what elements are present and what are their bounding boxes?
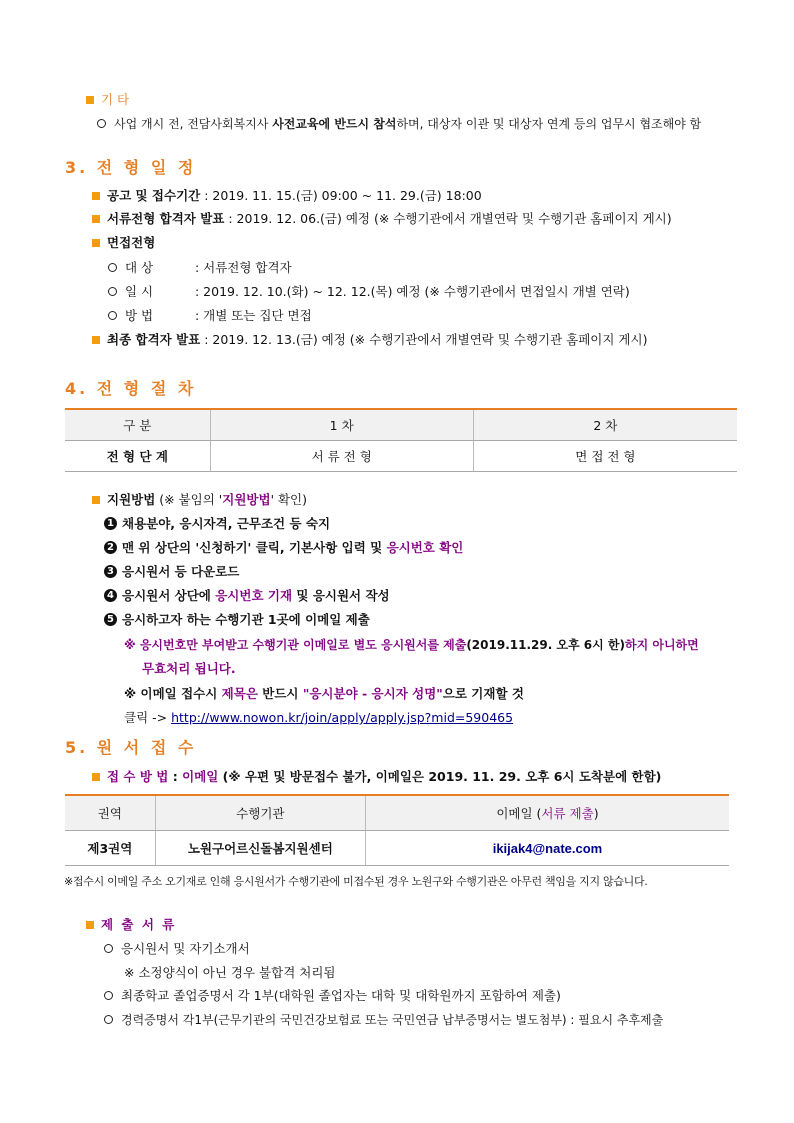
table-header: 권역 [65,795,155,831]
interview-method: 방 법 : 개별 또는 집단 면접 [108,310,312,323]
step-number-icon: 1 [104,517,117,530]
square-bullet-icon [86,96,94,104]
table-cell: 전 형 단 계 [65,441,210,472]
schedule-doc-result: 서류전형 합격자 발표 : 2019. 12. 06.(금) 예정 (※ 수행기관에서 개별연락 및 수행기관 홈페이지 게시) [92,213,672,226]
etc-item: 사업 개시 전, 전담사회복지사 사전교육에 반드시 참석하며, 대상자 이관 및 대상자 연계 등의 업무시 협조해야 함 [97,118,701,130]
table-cell: 서 류 전 형 [210,441,473,472]
circle-bullet-icon [108,287,117,296]
square-bullet-icon [92,215,100,223]
table-cell: 면 접 전 형 [473,441,737,472]
step-1: 1 채용분야, 응시자격, 근무조건 등 숙지 [104,518,330,531]
etc-heading: 기 타 [86,94,129,107]
note-invalid: 무효처리 됩니다. [142,661,236,676]
doc-item: 최종학교 졸업증명서 각 1부(대학원 졸업자는 대학 및 대학원까지 포함하여 제출) [104,990,561,1003]
apply-link-row: 클릭 -> http://www.nowon.kr/join/apply/apply.jsp?mid=590465 [124,710,514,725]
procedure-table [65,408,737,472]
step-2: 2 맨 위 상단의 '신청하기' 클릭, 기본사항 입력 및 응시번호 확인 [104,542,463,555]
note-email-title: ※ 이메일 접수시 제목은 반드시 "응시분야 - 응시자 성명"으로 기재할 것 [124,686,524,701]
schedule-notice: 공고 및 접수기간 : 2019. 11. 15.(금) 09:00 ~ 11. 29.(금) 18:00 [92,190,482,203]
circle-bullet-icon [104,1015,113,1024]
circle-bullet-icon [104,991,113,1000]
section-title-procedure: 4. 전 형 절 차 [65,379,197,398]
doc-note: ※ 소정양식이 아닌 경우 불합격 처리됨 [124,965,336,980]
note-submit: ※ 응시번호만 부여받고 수행기관 이메일로 별도 응시원서를 제출(2019.11.29. 오후 6시 한)하지 아니하면 [124,638,699,652]
square-bullet-icon [92,192,100,200]
docs-heading: 제 출 서 류 [86,919,176,932]
table-cell: 제3권역 [65,831,155,866]
schedule-final: 최종 합격자 발표 : 2019. 12. 13.(금) 예정 (※ 수행기관에서 개별연락 및 수행기관 홈페이지 게시) [92,334,647,347]
receipt-footnote: ※접수시 이메일 주소 오기재로 인해 응시원서가 수행기관에 미접수된 경우 노원구와 수행기관은 아무런 책임을 지지 않습니다. [64,875,648,888]
doc-item: 응시원서 및 자기소개서 [104,943,250,956]
square-bullet-icon [92,239,100,247]
step-5: 5 응시하고자 하는 수행기관 1곳에 이메일 제출 [104,614,370,627]
step-3: 3 응시원서 등 다운로드 [104,566,239,579]
table-header: 2 차 [473,409,737,441]
circle-bullet-icon [108,263,117,272]
schedule-interview: 면접전형 [92,237,155,250]
table-header: 구 분 [65,409,210,441]
step-number-icon: 2 [104,541,117,554]
square-bullet-icon [92,773,100,781]
interview-date: 일 시 : 2019. 12. 10.(화) ~ 12. 12.(목) 예정 (※ 수행기관에서 면접일시 개별 연락) [108,286,630,299]
table-cell: 노원구어르신돌봄지원센터 [155,831,365,866]
step-4: 4 응시원서 상단에 응시번호 기재 및 응시원서 작성 [104,590,390,603]
circle-bullet-icon [97,119,106,128]
apply-link[interactable]: http://www.nowon.kr/join/apply/apply.jsp?mid=590465 [171,710,514,725]
step-number-icon: 5 [104,613,117,626]
email-address[interactable]: ikijak4@nate.com [365,831,729,866]
circle-bullet-icon [104,944,113,953]
square-bullet-icon [92,496,100,504]
table-header: 수행기관 [155,795,365,831]
section-title-schedule: 3. 전 형 일 정 [65,158,197,177]
table-header: 이메일 (서류 제출) [365,795,729,831]
step-number-icon: 3 [104,565,117,578]
step-number-icon: 4 [104,589,117,602]
section-title-receipt: 5. 원 서 접 수 [65,738,197,757]
receipt-table [65,794,729,866]
square-bullet-icon [86,921,94,929]
interview-target: 대 상 : 서류전형 합격자 [108,262,292,275]
circle-bullet-icon [108,311,117,320]
square-bullet-icon [92,336,100,344]
apply-method: 지원방법 (※ 붙임의 '지원방법' 확인) [92,494,307,507]
receipt-method: 접 수 방 법 : 이메일 (※ 우편 및 방문접수 불가, 이메일은 2019. 11. 29. 오후 6시 도착분에 한함) [92,771,661,784]
doc-item: 경력증명서 각1부(근무기관의 국민건강보험료 또는 국민연금 납부증명서는 별도첨부) : 필요시 추후제출 [104,1014,663,1026]
table-header: 1 차 [210,409,473,441]
